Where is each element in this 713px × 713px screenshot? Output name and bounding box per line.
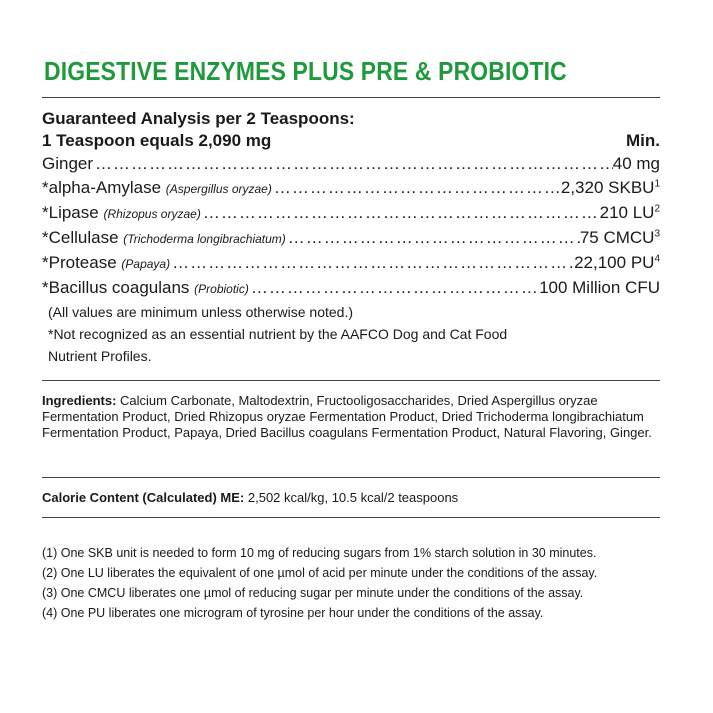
divider-ingredients: [42, 380, 660, 381]
analysis-value: 75 CMCU: [579, 228, 655, 247]
analysis-scientific-name: (Probiotic): [194, 282, 249, 296]
ingredients-block: [42, 393, 660, 441]
product-title: DIGESTIVE ENZYMES PLUS PRE & PROBIOTIC: [44, 56, 567, 86]
analysis-scientific-name: (Aspergillus oryzae): [165, 182, 272, 196]
ingredients-text: Calcium Carbonate, Maltodextrin, Fructooligosaccharides, Dried Aspergillus oryzae Fermentation Product, Dried Rhizopus oryzae Fermentation Product, Dried Trichoderma longibrachiatum Fermentation Product, Papaya, Dried Bacillus coagulans Fermentation Product, Natural Flavoring, Ginger.: [42, 393, 652, 440]
guaranteed-analysis-heading: Guaranteed Analysis per 2 Teaspoons:: [42, 109, 355, 128]
analysis-row-ginger: [42, 152, 660, 176]
leader-dots: [272, 176, 561, 200]
footnote-mark: 2: [654, 203, 660, 215]
analysis-name: *Lipase: [42, 203, 99, 222]
analysis-value: 40 mg: [612, 154, 660, 173]
note-minimum: (All values are minimum unless otherwise noted.): [48, 304, 354, 320]
footnote-mark: 4: [654, 253, 660, 265]
leader-dots: [201, 201, 600, 225]
min-label: Min.: [626, 131, 660, 150]
analysis-name: *Protease: [42, 253, 117, 272]
analysis-row-amylase: [42, 176, 660, 201]
footnote-2: (2) One LU liberates the equivalent of one µmol of acid per minute under the conditions of the assay.: [42, 566, 598, 580]
analysis-value: 100 Million CFU: [539, 278, 660, 297]
analysis-value: 2,320 SKBU: [560, 178, 655, 197]
calorie-block: [42, 490, 660, 506]
analysis-scientific-name: (Rhizopus oryzae): [103, 207, 201, 221]
analysis-row-cellulase: [42, 226, 660, 251]
footnote-3: (3) One CMCU liberates one µmol of reducing sugar per minute under the conditions of the assay.: [42, 586, 584, 600]
divider-footnotes: [42, 517, 660, 518]
divider-top: [42, 97, 660, 98]
leader-dots: [170, 251, 574, 275]
analysis-name: Ginger: [42, 154, 94, 173]
footnotes: [42, 543, 682, 623]
analysis-scientific-name: (Papaya): [121, 257, 171, 271]
note-aafco-line-1: *Not recognized as an essential nutrient by the AAFCO Dog and Cat Food: [48, 326, 508, 342]
divider-calorie: [42, 477, 660, 478]
analysis-name: *Cellulase: [42, 228, 119, 247]
analysis-name: *alpha-Amylase: [42, 178, 162, 197]
analysis-value: 22,100 PU: [574, 253, 655, 272]
leader-dots: [93, 152, 613, 176]
ingredients-label: Ingredients:: [42, 393, 117, 408]
serving-size: 1 Teaspoon equals 2,090 mg: [42, 131, 272, 150]
calorie-label: Calorie Content (Calculated) ME:: [42, 490, 245, 505]
analysis-row-lipase: [42, 201, 660, 226]
analysis-row-protease: [42, 251, 660, 276]
leader-dots: [286, 226, 580, 250]
analysis-row-bacillus: [42, 276, 660, 301]
guaranteed-analysis-header: [42, 108, 660, 152]
leader-dots: [249, 276, 539, 300]
analysis-value: 210 LU: [599, 203, 655, 222]
guaranteed-analysis: [42, 108, 660, 367]
footnote-4: (4) One PU liberates one microgram of tyrosine per hour under the conditions of the assay.: [42, 606, 544, 620]
analysis-scientific-name: (Trichoderma longibrachiatum): [123, 232, 286, 246]
analysis-name: *Bacillus coagulans: [42, 278, 190, 297]
note-aafco-line-2: Nutrient Profiles.: [48, 348, 152, 364]
footnote-1: (1) One SKB unit is needed to form 10 mg of reducing sugars from 1% starch solution in 30 minutes.: [42, 546, 597, 560]
footnote-mark: 1: [654, 178, 660, 190]
calorie-text: 2,502 kcal/kg, 10.5 kcal/2 teaspoons: [247, 490, 459, 505]
footnote-mark: 3: [654, 228, 660, 240]
